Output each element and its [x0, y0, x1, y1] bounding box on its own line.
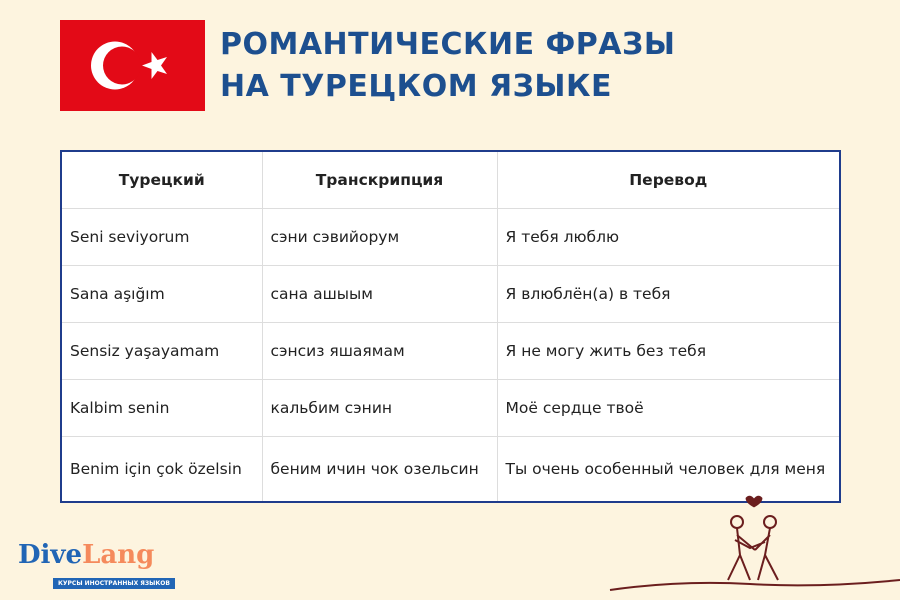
logo-tagline: КУРСЫ ИНОСТРАННЫХ ЯЗЫКОВ	[53, 578, 175, 589]
phrases-table	[60, 150, 841, 503]
cell-turkish: Sana aşığım	[61, 266, 262, 323]
cell-translation: Я влюблён(а) в тебя	[497, 266, 840, 323]
crescent-star-icon	[60, 20, 205, 111]
page-title	[220, 24, 675, 108]
cell-translation: Ты очень особенный человек для меня	[497, 437, 840, 503]
logo-part-2: Lang	[82, 540, 155, 570]
title-line-1: РОМАНТИЧЕСКИЕ ФРАЗЫ	[220, 27, 676, 62]
cell-turkish: Benim için çok özelsin	[61, 437, 262, 503]
table-row	[61, 266, 840, 323]
table-header	[61, 151, 840, 209]
title-line-2: НА ТУРЕЦКОМ ЯЗЫКЕ	[220, 69, 613, 104]
couple-illustration	[600, 480, 900, 600]
cell-transcription: кальбим сэнин	[262, 380, 497, 437]
cell-transcription: сана ашыым	[262, 266, 497, 323]
cell-translation: Я тебя люблю	[497, 209, 840, 266]
table-row	[61, 209, 840, 266]
divelang-logo[interactable]	[18, 540, 175, 589]
table-row	[61, 380, 840, 437]
cell-turkish: Seni seviyorum	[61, 209, 262, 266]
header-transcription: Транскрипция	[262, 151, 497, 209]
cell-transcription: сэнсиз яшаямам	[262, 323, 497, 380]
cell-turkish: Kalbim senin	[61, 380, 262, 437]
cell-translation: Я не могу жить без тебя	[497, 323, 840, 380]
cell-turkish: Sensiz yaşayamam	[61, 323, 262, 380]
table-row	[61, 323, 840, 380]
header-turkish: Турецкий	[61, 151, 262, 209]
turkish-flag	[60, 20, 205, 111]
cell-translation: Моё сердце твоё	[497, 380, 840, 437]
cell-transcription: беним ичин чок озельсин	[262, 437, 497, 503]
logo-part-1: Dive	[18, 540, 83, 570]
cell-transcription: сэни сэвийорум	[262, 209, 497, 266]
header-translation: Перевод	[497, 151, 840, 209]
